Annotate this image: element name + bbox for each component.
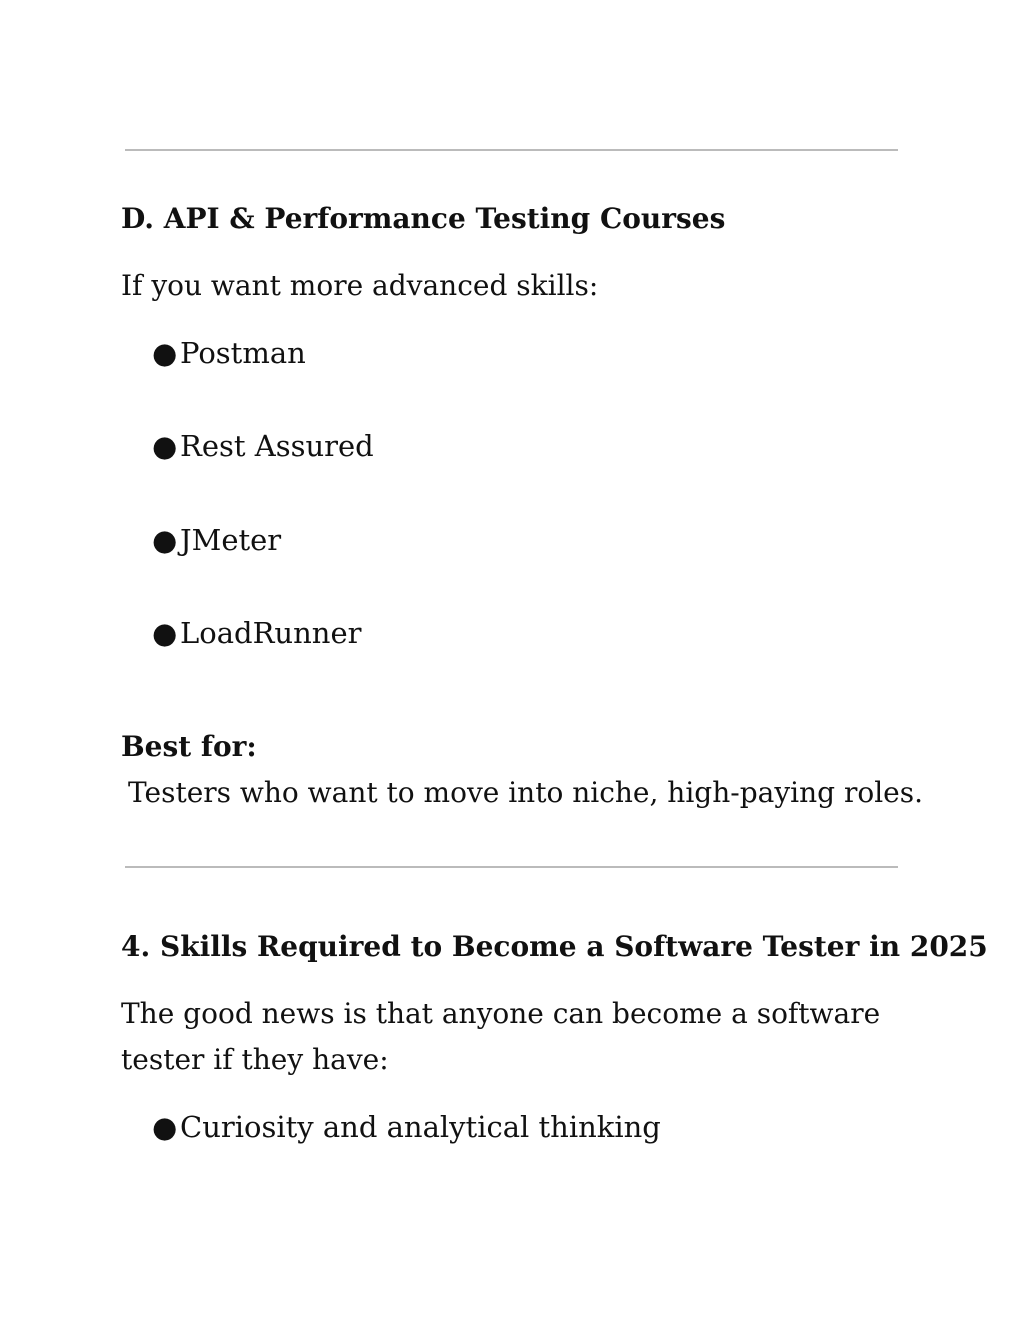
list-item: ●LoadRunner [152, 616, 362, 650]
paragraph: The good news is that anyone can become a software [121, 997, 881, 1030]
list-item: ●Postman [152, 336, 306, 370]
list-item: ●JMeter [152, 523, 282, 557]
divider [125, 149, 898, 151]
section-heading: D. API & Performance Testing Courses [121, 202, 726, 235]
paragraph: If you want more advanced skills: [121, 269, 599, 302]
best-for-label: Best for: [121, 730, 257, 763]
list-item: ●Curiosity and analytical thinking [152, 1110, 661, 1144]
list-item: ●Rest Assured [152, 429, 374, 463]
paragraph: tester if they have: [121, 1043, 389, 1076]
section-heading: 4. Skills Required to Become a Software Tester in 2025 [121, 930, 988, 963]
best-for-text: Testers who want to move into niche, high-paying roles. [128, 776, 923, 809]
divider [125, 866, 898, 868]
